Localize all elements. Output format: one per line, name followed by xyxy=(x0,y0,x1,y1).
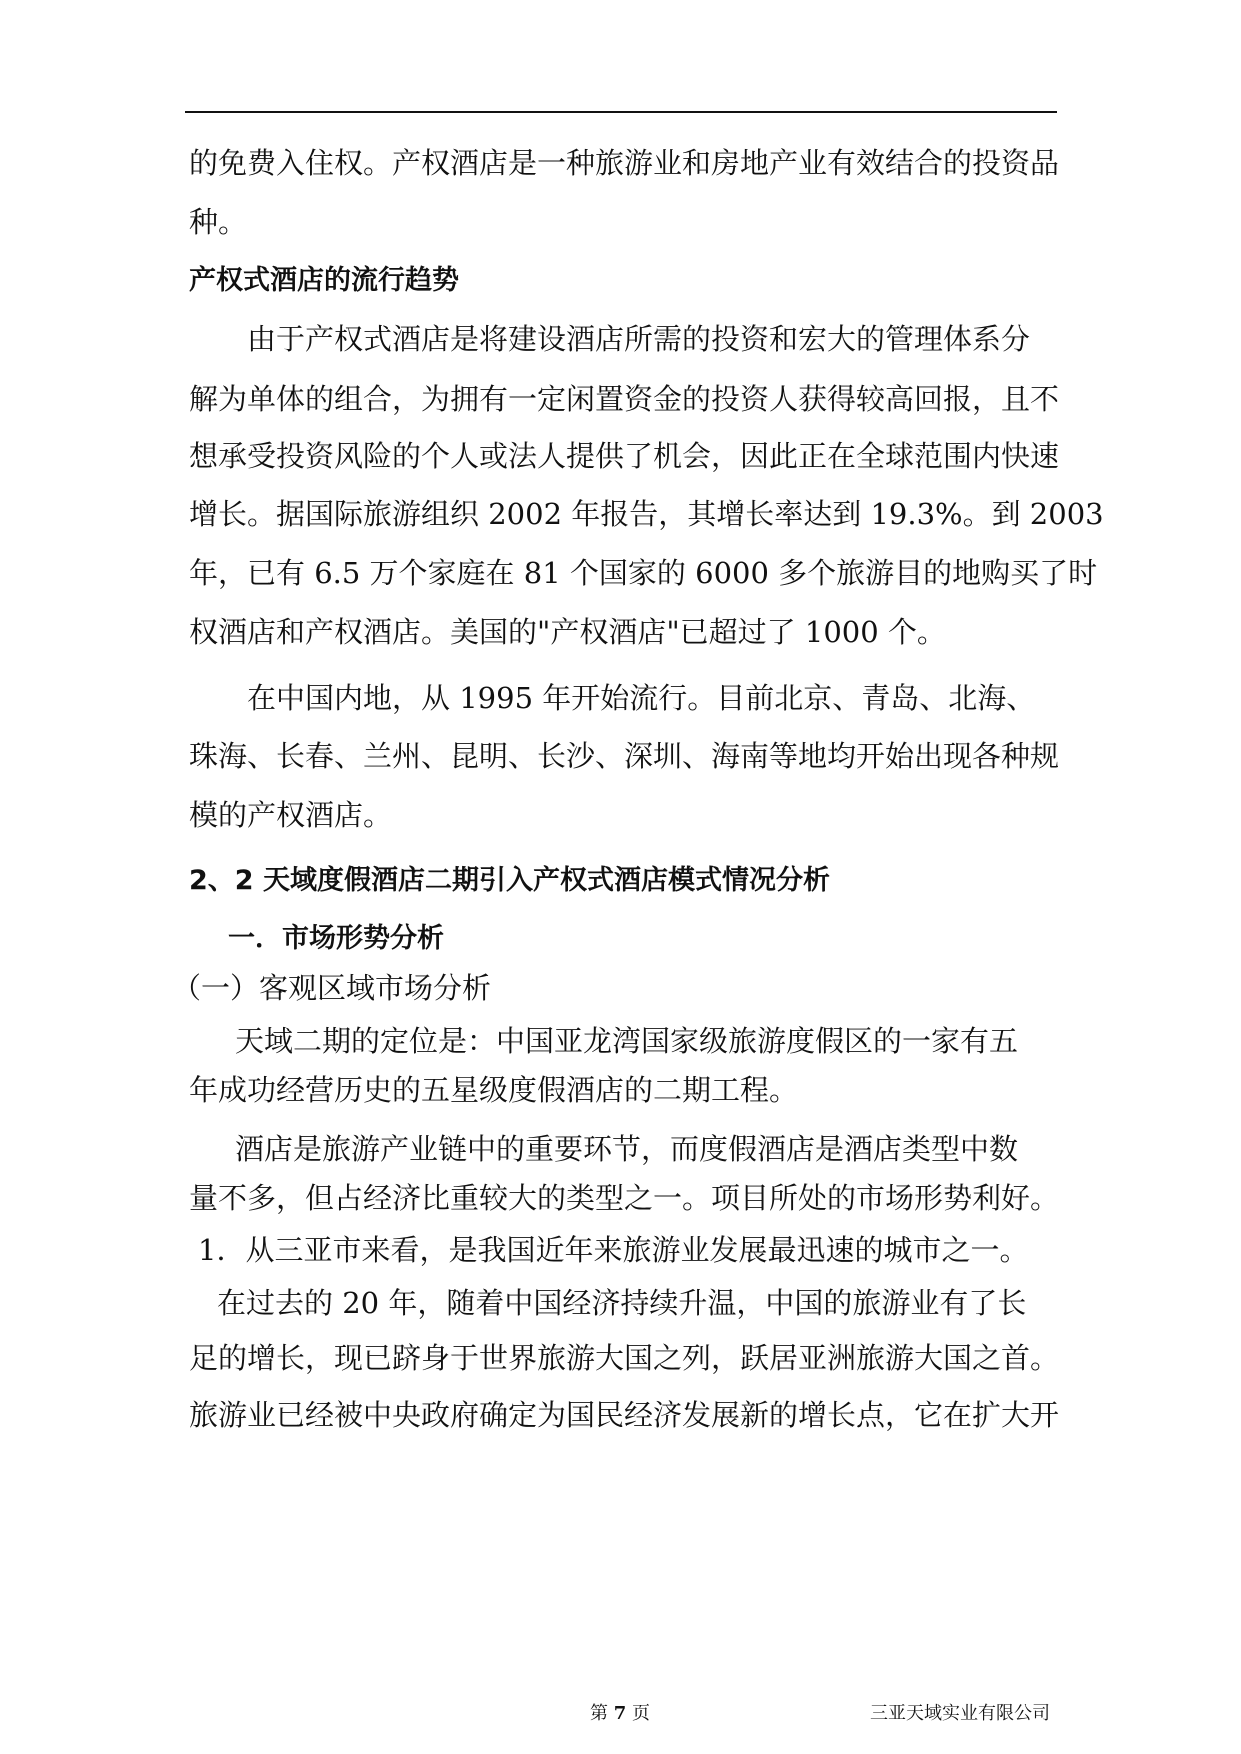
paragraph-line: 在中国内地，从 1995 年开始流行。目前北京、青岛、北海、 xyxy=(247,681,1036,715)
page-number-value: 7 xyxy=(613,1703,627,1724)
paragraph-line: 年，已有 6.5 万个家庭在 81 个国家的 6000 多个旅游目的地购买了时 xyxy=(189,556,1098,590)
paragraph-line: 模的产权酒店。 xyxy=(189,798,393,832)
company-name: 三亚天域实业有限公司 xyxy=(870,1703,1050,1724)
numbered-item: 1．从三亚市来看，是我国近年来旅游业发展最迅速的城市之一。 xyxy=(198,1233,1029,1267)
paragraph-line: 增长。据国际旅游组织 2002 年报告，其增长率达到 19.3%。到 2003 xyxy=(189,497,1104,531)
section-heading: 2、2 天域度假酒店二期引入产权式酒店模式情况分析 xyxy=(189,865,830,896)
page-suffix: 页 xyxy=(632,1703,650,1724)
paragraph-line: 在过去的 20 年，随着中国经济持续升温，中国的旅游业有了长 xyxy=(217,1286,1027,1320)
subsection-label: （一）客观区域市场分析 xyxy=(172,971,492,1005)
paragraph-line: 年成功经营历史的五星级度假酒店的二期工程。 xyxy=(189,1073,799,1107)
paragraph-line: 权酒店和产权酒店。美国的"产权酒店"已超过了 1000 个。 xyxy=(189,615,946,649)
paragraph-line: 种。 xyxy=(189,205,248,239)
paragraph-line: 解为单体的组合，为拥有一定闲置资金的投资人获得较高回报，且不 xyxy=(189,382,1060,416)
page-prefix: 第 xyxy=(590,1703,608,1724)
subsection-heading: 一．市场形势分析 xyxy=(228,923,444,954)
section-heading: 产权式酒店的流行趋势 xyxy=(189,265,459,296)
paragraph-line: 的免费入住权。产权酒店是一种旅游业和房地产业有效结合的投资品 xyxy=(189,146,1060,180)
paragraph-line: 珠海、长春、兰州、昆明、长沙、深圳、海南等地均开始出现各种规 xyxy=(189,739,1060,773)
page-number xyxy=(590,1699,650,1725)
paragraph-line: 量不多，但占经济比重较大的类型之一。项目所处的市场形势利好。 xyxy=(189,1181,1060,1215)
paragraph-line: 足的增长，现已跻身于世界旅游大国之列，跃居亚洲旅游大国之首。 xyxy=(189,1341,1060,1375)
paragraph-line: 想承受投资风险的个人或法人提供了机会，因此正在全球范围内快速 xyxy=(189,439,1060,473)
paragraph-line: 天域二期的定位是：中国亚龙湾国家级旅游度假区的一家有五 xyxy=(235,1024,1019,1058)
paragraph-line: 旅游业已经被中央政府确定为国民经济发展新的增长点，它在扩大开 xyxy=(189,1398,1060,1432)
header-rule xyxy=(185,111,1057,113)
paragraph-line: 由于产权式酒店是将建设酒店所需的投资和宏大的管理体系分 xyxy=(247,322,1031,356)
paragraph-line: 酒店是旅游产业链中的重要环节，而度假酒店是酒店类型中数 xyxy=(235,1132,1019,1166)
